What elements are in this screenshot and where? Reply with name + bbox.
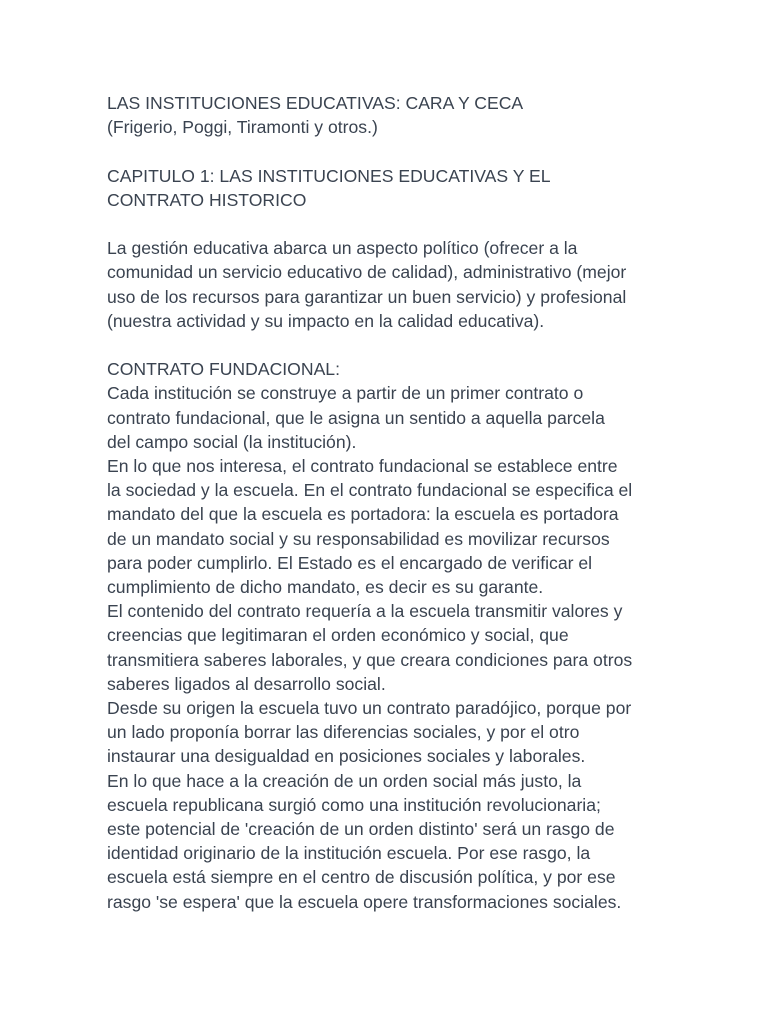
paragraph-line: En lo que hace a la creación de un orden social más justo, la xyxy=(107,770,582,791)
paragraph-line: Desde su origen la escuela tuvo un contrato paradójico, porque por xyxy=(107,698,632,719)
contrato-fundacional-section xyxy=(107,357,677,914)
paragraph-line: instaurar una desigualdad en posiciones sociales y laborales. xyxy=(107,746,586,767)
paragraph-line: para poder cumplirlo. El Estado es el encargado de verificar el xyxy=(107,552,593,573)
paragraph-line: creencias que legitimaran el orden económico y social, que xyxy=(107,625,569,646)
document-page xyxy=(107,91,677,938)
paragraph-line: contrato fundacional, que le asigna un sentido a aquella parcela xyxy=(107,407,605,428)
paragraph-line: transmitiera saberes laborales, y que creara condiciones para otros xyxy=(107,649,633,670)
paragraph-line: uso de los recursos para garantizar un buen servicio) y profesional xyxy=(107,286,627,307)
paragraph-line: comunidad un servicio educativo de calidad), administrativo (mejor xyxy=(107,262,627,283)
chapter-heading-line: CAPITULO 1: LAS INSTITUCIONES EDUCATIVAS Y EL xyxy=(107,165,551,186)
paragraph-line: saberes ligados al desarrollo social. xyxy=(107,673,386,694)
paragraph-line: un lado proponía borrar las diferencias sociales, y por el otro xyxy=(107,722,580,743)
paragraph-line: (nuestra actividad y su impacto en la calidad educativa). xyxy=(107,310,545,331)
paragraph-line: del campo social (la institución). xyxy=(107,431,357,452)
paragraph-line: cumplimiento de dicho mandato, es decir es su garante. xyxy=(107,577,544,598)
paragraph-line: la sociedad y la escuela. En el contrato fundacional se especifica el xyxy=(107,480,633,501)
paragraph-line: En lo que nos interesa, el contrato fundacional se establece entre xyxy=(107,456,618,476)
paragraph-line: La gestión educativa abarca un aspecto político (ofrecer a la xyxy=(107,238,578,259)
paragraph-line: El contenido del contrato requería a la escuela transmitir valores y xyxy=(107,601,623,622)
paragraph-line: rasgo 'se espera' que la escuela opere transformaciones sociales. xyxy=(107,891,622,912)
paragraph-line: identidad originario de la institución escuela. Por ese rasgo, la xyxy=(107,843,591,864)
chapter-heading xyxy=(107,164,677,212)
paragraph-line: este potencial de 'creación de un orden distinto' será un rasgo de xyxy=(107,819,615,840)
chapter-heading-line: CONTRATO HISTORICO xyxy=(107,189,307,210)
paragraph-line: Cada institución se construye a partir de un primer contrato o xyxy=(107,383,584,404)
paragraph-line: escuela republicana surgió como una institución revolucionaria; xyxy=(107,794,601,815)
paragraph-line: mandato del que la escuela es portadora: la escuela es portadora xyxy=(107,504,619,525)
document-title xyxy=(107,91,677,139)
intro-paragraph xyxy=(107,236,677,333)
authors-line: (Frigerio, Poggi, Tiramonti y otros.) xyxy=(107,117,378,138)
paragraph-line: de un mandato social y su responsabilidad es movilizar recursos xyxy=(107,528,610,549)
title-line: LAS INSTITUCIONES EDUCATIVAS: CARA Y CECA xyxy=(107,93,524,113)
paragraph-line: escuela está siempre en el centro de discusión política, y por ese xyxy=(107,867,616,888)
section-heading: CONTRATO FUNDACIONAL: xyxy=(107,359,340,380)
